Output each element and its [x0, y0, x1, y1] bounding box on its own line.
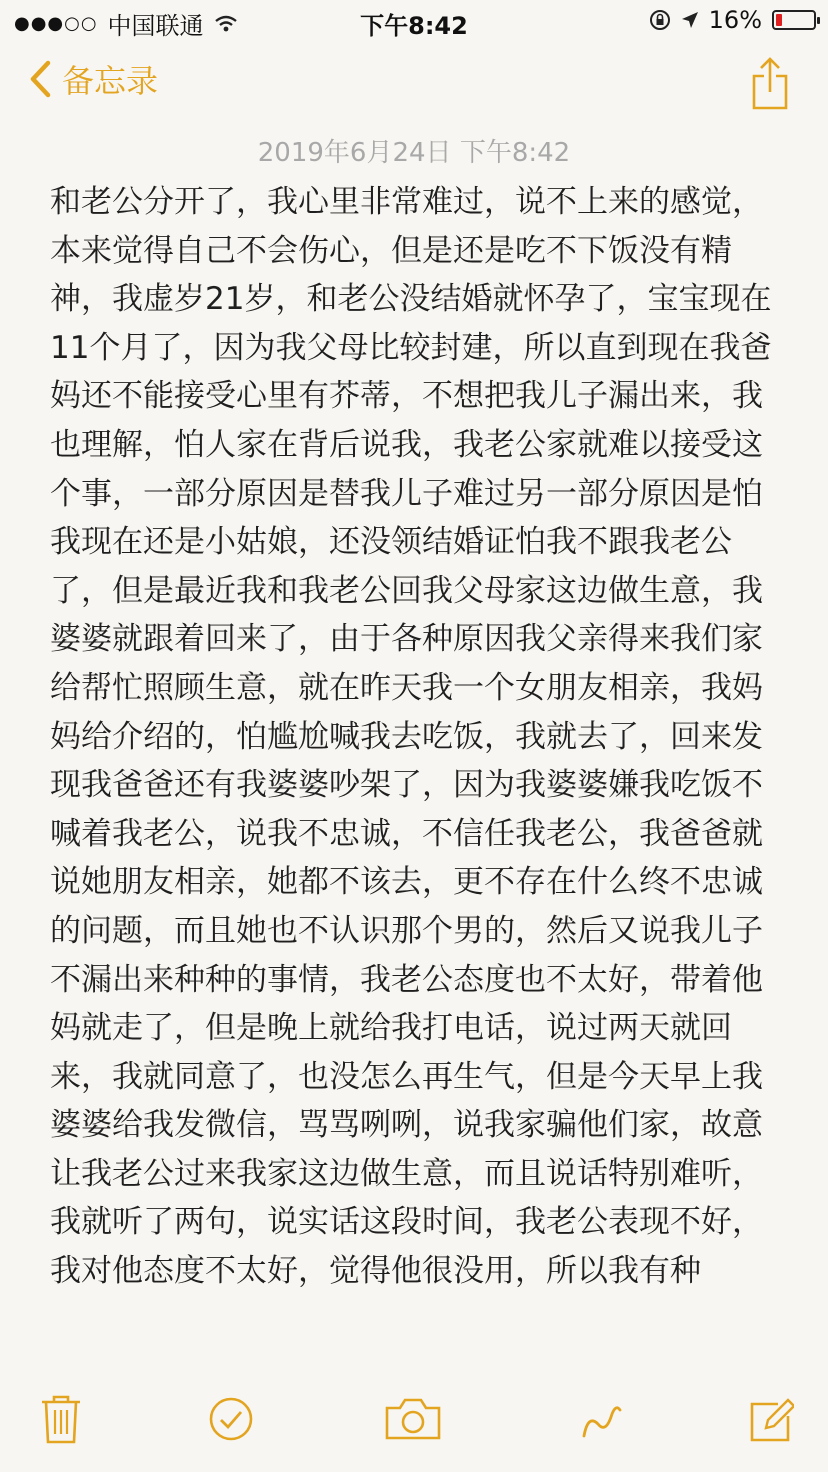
camera-icon[interactable] [384, 1394, 442, 1444]
compose-icon[interactable] [748, 1394, 794, 1444]
note-body[interactable]: 和老公分开了，我心里非常难过，说不上来的感觉，本来觉得自己不会伤心，但是还是吃不下饭没有精神，我虚岁21岁，和老公没结婚就怀孕了，宝宝现在11个月了，因为我父母比较封建，所以直到现在我爸妈还不能接受心里有芥蒂，不想把我儿子漏出来，我也理解，怕人家在背后说我，我老公家就难以接受这个事，一部分原因是替我儿子难过另一部分原因是怕我现在还是小姑娘，还没领结婚证怕我不跟我老公了，但是最近我和我老公回我父母家这边做生意，我婆婆就跟着回来了，由于各种原因我父亲得来我们家给帮忙照顾生意，就在昨天我一个女朋友相亲，我妈妈给介绍的，怕尴尬喊我去吃饭，我就去了，回来发现我爸爸还有我婆婆吵架了，因为我婆婆嫌我吃饭不喊着我老公，说我不忠诚，不信任我老公，我爸爸就说她朋友相亲，她都不该去，更不存在什么终不忠诚的问题，而且她也不认识那个男的，然后又说我儿子不漏出来种种的事情，我老公态度也不太好，带着他妈就走了，但是晚上就给我打电话，说过两天就回来，我就同意了，也没怎么再生气，但是今天早上我婆婆给我发微信，骂骂咧咧，说我家骗他们家，故意让我老公过来我家这边做生意，而且说话特别难听，我就听了两句，说实话这段时间，我老公表现不好，我对他态度不太好，觉得他很没用，所以我有种 [50, 184, 772, 1290]
share-icon[interactable] [750, 56, 790, 110]
status-bar [0, 0, 828, 40]
checklist-icon[interactable] [208, 1394, 254, 1444]
trash-icon[interactable] [38, 1394, 84, 1444]
location-arrow-icon [681, 11, 699, 29]
battery-percent: 16% [708, 6, 762, 34]
chevron-left-icon [28, 59, 52, 99]
bottom-toolbar [0, 1376, 828, 1472]
signal-icon: ●●●○○ [14, 13, 98, 34]
battery-icon [772, 10, 816, 30]
carrier-label: 中国联通 [107, 12, 204, 40]
lock-rotation-icon [649, 9, 671, 31]
status-right [649, 6, 816, 34]
status-time: 下午8:42 [360, 12, 468, 40]
nav-bar [0, 48, 828, 118]
battery-level [776, 14, 782, 26]
back-button[interactable] [28, 56, 158, 102]
back-label: 备忘录 [62, 62, 159, 100]
note-timestamp: 2019年6月24日 下午8:42 [257, 138, 571, 168]
draw-icon[interactable] [578, 1394, 624, 1444]
